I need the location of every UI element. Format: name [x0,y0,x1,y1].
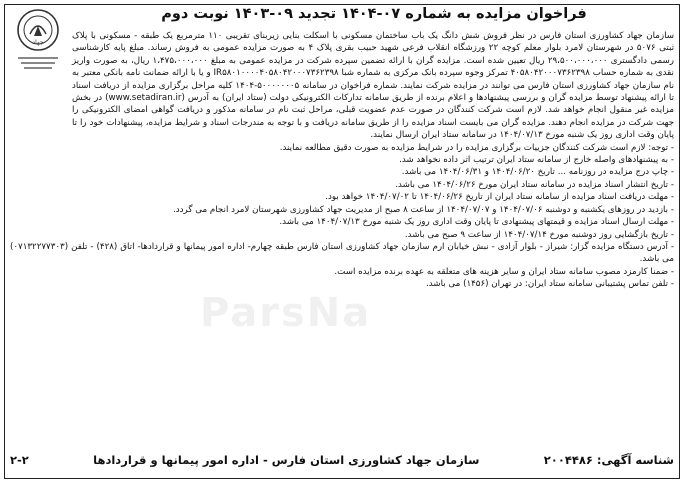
bullet-offline-rejected: - به پیشنهادهای واصله خارج از سامانه ستاد ایران ترتیب اثر داده نخواهد شد. [399,155,674,166]
ad-body [10,30,674,428]
bullet-note-conditions: - توجه: لازم است شرکت کنندگان جزییات برگزاری مزایده را در شرایط مزایده به صورت دقیق مطالعه نمایند. [279,142,674,153]
footer-code: ۲-۲ [10,453,29,467]
footer-org: سازمان جهاد کشاورزی استان فارس - اداره امور پیمانها و قراردادها [93,453,480,467]
ad-title: فراخوان مزایده به شماره ۰۷-۱۴۰۴ تجدید ۰۹-۱۴۰۳ نوبت دوم [161,6,587,22]
bullet-doc-publish-date: - تاریخ انتشار اسناد مزایده در سامانه ستاد ایران مورخ ۱۴۰۴/۰۶/۲۶ می باشد. [395,179,674,190]
bullet-doc-receive-deadline: - مهلت دریافت اسناد مزایده از سامانه ستاد ایران از تاریخ ۱۴۰۴/۰۶/۲۶ تا ۱۴۰۴/۰۷/۰۲ خواهد بود. [325,192,674,203]
logo-text: جهاد [32,39,44,46]
bullet-visit-dates: - بازدید در روزهای یکشنبه و دوشنبه ۱۴۰۴/۰۷/۰۶ و ۱۴۰۴/۰۷/۰۷ از ساعت ۸ صبح از مدیریت جهاد کشاورزی شهرستان لامرد انجام می گردد. [173,204,674,215]
ad-footer [10,447,674,473]
bullet-opening-date: - تاریخ بازگشایی روز دوشنبه مورخ ۱۴۰۴/۰۷/۱۴ از ساعت ۹ صبح می باشد. [404,229,674,240]
bullet-address: - آدرس دستگاه مزایده گزار: شیراز - بلوار آزادی - نبش خیابان ارم سازمان جهاد کشاورزی استان فارس طبقه چهارم- اداره امور پیمانها و قراردادها- اتاق (۴۲۸) - تلفن (۰۷۱۳۲۲۷۷۳۰۳) می باشد. [10,241,674,265]
bullet-support-phone: - تلفن تماس پشتیبانی سامانه ستاد ایران: در تهران (۱۴۵۶) می باشد. [425,279,674,290]
intro-paragraph: سازمان جهاد کشاورزی استان فارس در نظر فروش شش دانگ یک باب ساختمان مسکونی با اسکلت بنایی زیربنای تقریبی ۱۱۰ مترمربع یک طبقه - مسکونی با پلاک ثبتی ۵۰۷۶ در شهرستان لامرد بلوار معلم کوچه ۲۲ ورزشگاه انقلاب فرعی شهید حبیب بقری پلاک ۴ به صورت مزایده عمومی به فروش رساند. مبلغ پایه کارشناسی رسمی دادگستری ۲۹،۵۰۰،۰۰۰،۰۰۰ ریال تعیین شده است. مزایده گران با ارائه تضمین سپرده شرکت در مزایده عمومی به مبلغ ۱،۴۷۵،۰۰۰،۰۰۰ ریال، به صورت واریز نقدی به شماره حساب ۴۰۵۸۰۴۲۰۰۰۷۳۶۲۳۹۸ تمرکز وجوه سپرده بانک مرکزی به شماره شبا IR۵۸۰۱۰۰۰۰۴۰۵۸۰۴۲۰۰۰۷۳۶۲۳۹۸ و یا با ارائه ضمانت نامه بانکی معتبر به نام سازمان جهاد کشاورزی استان فارس می توانند در مزایده شرکت نمایند. شماره فراخوان در سامانه ۵۰۰۰۰۰۰۰۵-۱۴۰۴ کلیه مراحل برگزاری مزایده از دریافت اسناد تا ارائه پیشنهاد توسط مزایده گران و بررسی پیشنهادها و اعلام برنده از طریق سامانه تدارکات الکترونیکی دولت (ستاد ایران) به آدرس (www.setadiran.ir) در بخش مزایده غیر منقول انجام خواهد شد. لازم است شرکت کنندگان در صورت عدم عضویت قبلی، مراحل ثبت نام در سامانه مذکور و دریافت گواهی امضای الکترونیکی را جهت شرکت در مزایده انجام دهند. مزایده گران می بایست اسناد مزایده را از طریق سامانه دریافت و با توجه به مندرجات اسناد و شرایط مزایده، پیشنهادات خود را تا پایان وقت اداری روز یک شنبه مورخ ۱۴۰۴/۰۷/۱۳ در سامانه ستاد ایران ارسال نمایند. [72,31,674,141]
bullet-offer-deadline: - مهلت ارسال اسناد مزایده و قیمتهای پیشنهادی تا پایان وقت اداری روز یک شنبه مورخ ۱۴۰۴/۰۷/۱۳ می باشد. [279,217,674,228]
ad-id: شناسه آگهی: ۲۰۰۴۴۸۶ [543,453,674,467]
bullet-fees: - ضمنا کارمزد مصوب سامانه ستاد ایران و سایر هزینه های متعلقه به عهده برنده مزایده است. [334,266,674,277]
bullet-newspaper-dates: - چاپ درج مزایده در روزنامه ... تاریخ ۱۴۰۴/۰۶/۲۰ و ۱۴۰۴/۰۶/۳۱ می باشد. [401,167,674,178]
watermark-text: ParsNa [200,290,372,336]
